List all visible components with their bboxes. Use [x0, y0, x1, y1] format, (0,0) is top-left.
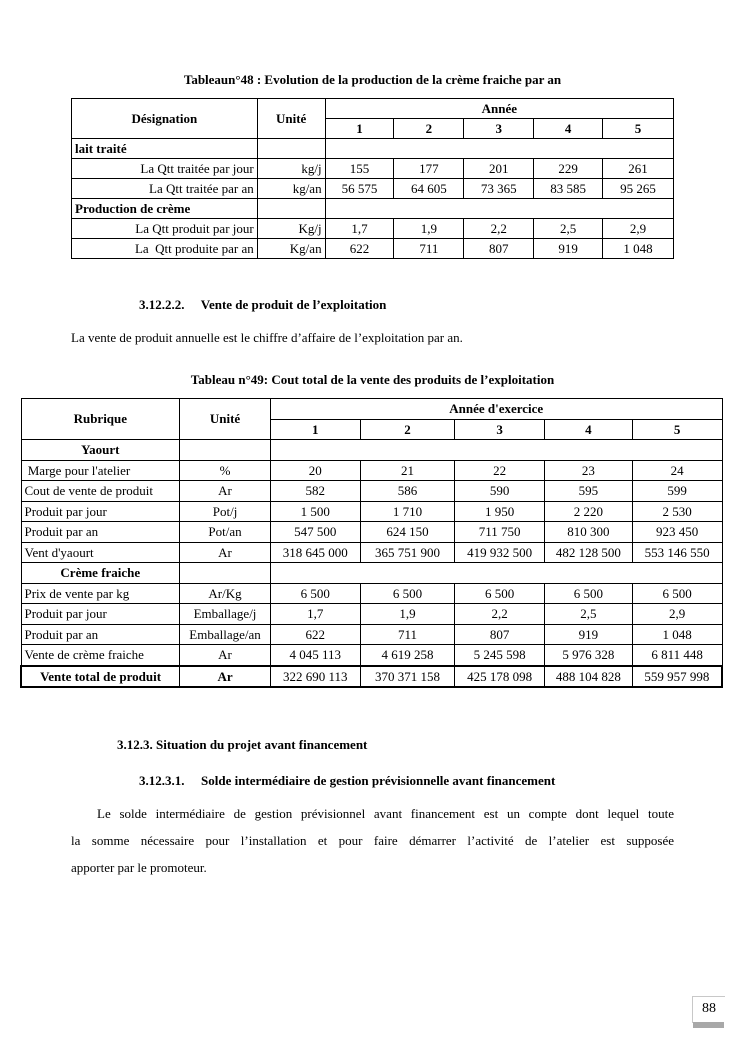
- cell-value: 582: [270, 481, 360, 502]
- page-number: 88: [702, 1001, 716, 1016]
- section-number: 3.12.2.2.: [139, 297, 185, 312]
- cell-value: 482 128 500: [545, 542, 633, 563]
- row-label: La Qtt traitée par jour: [72, 159, 258, 179]
- cell-value: 6 811 448: [632, 645, 722, 666]
- row-label: La Qtt traitée par an: [72, 179, 258, 199]
- header-unite: Unité: [180, 399, 271, 440]
- section-title: Solde intermédiaire de gestion prévisionnelle avant financement: [201, 773, 556, 788]
- year-header: 5: [632, 419, 722, 440]
- cell-value: 2,5: [534, 219, 603, 239]
- row-unit: %: [180, 460, 271, 481]
- cell-value: 6 500: [270, 583, 360, 604]
- cell-value: 322 690 113: [270, 666, 360, 688]
- cell-value: 586: [360, 481, 455, 502]
- cell-value: 155: [325, 159, 394, 179]
- row-label: Produit par an: [21, 522, 180, 543]
- section-label: lait traité: [72, 139, 258, 159]
- section-row: [72, 139, 674, 159]
- section-label: Production de crème: [72, 199, 258, 219]
- cell-value: 5 245 598: [455, 645, 545, 666]
- section-number: 3.12.3.1.: [139, 773, 185, 788]
- table-row: [21, 624, 722, 645]
- paragraph-line: apporter par le promoteur.: [71, 860, 207, 875]
- cell-value: 20: [270, 460, 360, 481]
- cell-value: 807: [455, 624, 545, 645]
- table-row: [21, 583, 722, 604]
- row-unit: Ar/Kg: [180, 583, 271, 604]
- row-label: Vent d'yaourt: [21, 542, 180, 563]
- cell-value: 365 751 900: [360, 542, 455, 563]
- year-header: 3: [464, 119, 534, 139]
- cell-value: 488 104 828: [545, 666, 633, 688]
- cell-value: 919: [545, 624, 633, 645]
- section-title: Situation du projet avant financement: [156, 737, 368, 752]
- header-unite: Unité: [257, 99, 325, 139]
- table48: [71, 98, 674, 259]
- paragraph-line: Le solde intermédiaire de gestion prévisionnel avant financement est un compte dont lequel toute: [97, 806, 674, 821]
- row-label: Produit par jour: [21, 501, 180, 522]
- cell-value: 73 365: [464, 179, 534, 199]
- table49: [20, 398, 723, 688]
- paragraph-vente: La vente de produit annuelle est le chiffre d’affaire de l’exploitation par an.: [71, 330, 463, 345]
- year-header: 4: [534, 119, 603, 139]
- header-annee-exercice: Année d'exercice: [270, 399, 722, 420]
- row-label: Prix de vente par kg: [21, 583, 180, 604]
- table-row: [72, 159, 674, 179]
- cell-value: 21: [360, 460, 455, 481]
- cell-value: 2 220: [545, 501, 633, 522]
- cell-value: 711 750: [455, 522, 545, 543]
- total-unit: Ar: [180, 666, 271, 688]
- header-designation: Désignation: [72, 99, 258, 139]
- cell-value: 22: [455, 460, 545, 481]
- total-label: Vente total de produit: [21, 666, 180, 688]
- section-label: Crème fraiche: [21, 563, 180, 584]
- cell-value: 6 500: [360, 583, 455, 604]
- table-row: [21, 501, 722, 522]
- cell-value: 1 048: [632, 624, 722, 645]
- row-unit: Ar: [180, 542, 271, 563]
- cell-value: 807: [464, 239, 534, 259]
- page-number-bar: [693, 1022, 724, 1028]
- row-label: La Qtt produit par jour: [72, 219, 258, 239]
- section-row: [72, 199, 674, 219]
- header-annee: Année: [325, 99, 673, 119]
- cell-value: 24: [632, 460, 722, 481]
- table-row: [72, 239, 674, 259]
- cell-value: 6 500: [545, 583, 633, 604]
- table-row: [21, 645, 722, 666]
- cell-value: 622: [270, 624, 360, 645]
- year-header: 1: [325, 119, 394, 139]
- section-label: Yaourt: [21, 440, 180, 461]
- cell-value: 919: [534, 239, 603, 259]
- cell-value: 56 575: [325, 179, 394, 199]
- paragraph-solde: [71, 800, 674, 881]
- row-label: Cout de vente de produit: [21, 481, 180, 502]
- row-unit: Emballage/j: [180, 604, 271, 625]
- section-heading-3-12-2-2: [139, 297, 386, 313]
- cell-value: 95 265: [603, 179, 674, 199]
- row-unit: Kg/an: [257, 239, 325, 259]
- row-unit: kg/j: [257, 159, 325, 179]
- total-row: [21, 666, 722, 688]
- table-row: [21, 481, 722, 502]
- cell-value: 1,7: [325, 219, 394, 239]
- cell-value: 2,2: [455, 604, 545, 625]
- cell-value: 1 950: [455, 501, 545, 522]
- cell-value: 370 371 158: [360, 666, 455, 688]
- cell-value: 64 605: [394, 179, 464, 199]
- cell-value: 553 146 550: [632, 542, 722, 563]
- cell-value: 4 045 113: [270, 645, 360, 666]
- row-label: La Qtt produite par an: [72, 239, 258, 259]
- cell-value: 318 645 000: [270, 542, 360, 563]
- section-heading-3-12-3: [117, 737, 367, 753]
- cell-value: 229: [534, 159, 603, 179]
- row-unit: Pot/an: [180, 522, 271, 543]
- table-row: [72, 179, 674, 199]
- row-unit: kg/an: [257, 179, 325, 199]
- table-row: [21, 522, 722, 543]
- cell-value: 2,9: [603, 219, 674, 239]
- year-header: 5: [603, 119, 674, 139]
- cell-value: 711: [360, 624, 455, 645]
- cell-value: 1 710: [360, 501, 455, 522]
- year-header: 1: [270, 419, 360, 440]
- cell-value: 559 957 998: [632, 666, 722, 688]
- cell-value: 547 500: [270, 522, 360, 543]
- cell-value: 590: [455, 481, 545, 502]
- cell-value: 923 450: [632, 522, 722, 543]
- cell-value: 2 530: [632, 501, 722, 522]
- row-unit: Kg/j: [257, 219, 325, 239]
- cell-value: 5 976 328: [545, 645, 633, 666]
- cell-value: 1,9: [394, 219, 464, 239]
- row-unit: Pot/j: [180, 501, 271, 522]
- table-row: [72, 219, 674, 239]
- year-header: 3: [455, 419, 545, 440]
- cell-value: 2,5: [545, 604, 633, 625]
- cell-value: 23: [545, 460, 633, 481]
- table-row: [21, 542, 722, 563]
- section-row: [21, 440, 722, 461]
- cell-value: 261: [603, 159, 674, 179]
- cell-value: 425 178 098: [455, 666, 545, 688]
- cell-value: 419 932 500: [455, 542, 545, 563]
- row-label: Produit par jour: [21, 604, 180, 625]
- year-header: 2: [394, 119, 464, 139]
- cell-value: 6 500: [632, 583, 722, 604]
- cell-value: 2,9: [632, 604, 722, 625]
- cell-value: 599: [632, 481, 722, 502]
- paragraph-line: la somme nécessaire pour l’installation et pour faire démarrer l’activité de l’atelier est supposée: [71, 833, 674, 848]
- cell-value: 83 585: [534, 179, 603, 199]
- table-row: [21, 460, 722, 481]
- table-row: [21, 604, 722, 625]
- section-row: [21, 563, 722, 584]
- row-unit: Emballage/an: [180, 624, 271, 645]
- section-number: 3.12.3.: [117, 737, 153, 752]
- section-title: Vente de produit de l’exploitation: [200, 297, 387, 312]
- year-header: 2: [360, 419, 455, 440]
- table49-caption: Tableau n°49: Cout total de la vente des produits de l’exploitation: [190, 372, 555, 387]
- section-heading-3-12-3-1: [139, 773, 555, 789]
- cell-value: 810 300: [545, 522, 633, 543]
- header-rubrique: Rubrique: [21, 399, 180, 440]
- row-label: Marge pour l'atelier: [21, 460, 180, 481]
- row-label: Produit par an: [21, 624, 180, 645]
- cell-value: 1,9: [360, 604, 455, 625]
- cell-value: 1,7: [270, 604, 360, 625]
- cell-value: 1 500: [270, 501, 360, 522]
- cell-value: 711: [394, 239, 464, 259]
- cell-value: 6 500: [455, 583, 545, 604]
- cell-value: 4 619 258: [360, 645, 455, 666]
- table48-caption: Tableaun°48 : Evolution de la production de la crème fraiche par an: [183, 72, 562, 87]
- cell-value: 624 150: [360, 522, 455, 543]
- cell-value: 595: [545, 481, 633, 502]
- row-unit: Ar: [180, 481, 271, 502]
- year-header: 4: [545, 419, 633, 440]
- cell-value: 177: [394, 159, 464, 179]
- row-label: Vente de crème fraiche: [21, 645, 180, 666]
- row-unit: Ar: [180, 645, 271, 666]
- cell-value: 1 048: [603, 239, 674, 259]
- cell-value: 622: [325, 239, 394, 259]
- cell-value: 201: [464, 159, 534, 179]
- cell-value: 2,2: [464, 219, 534, 239]
